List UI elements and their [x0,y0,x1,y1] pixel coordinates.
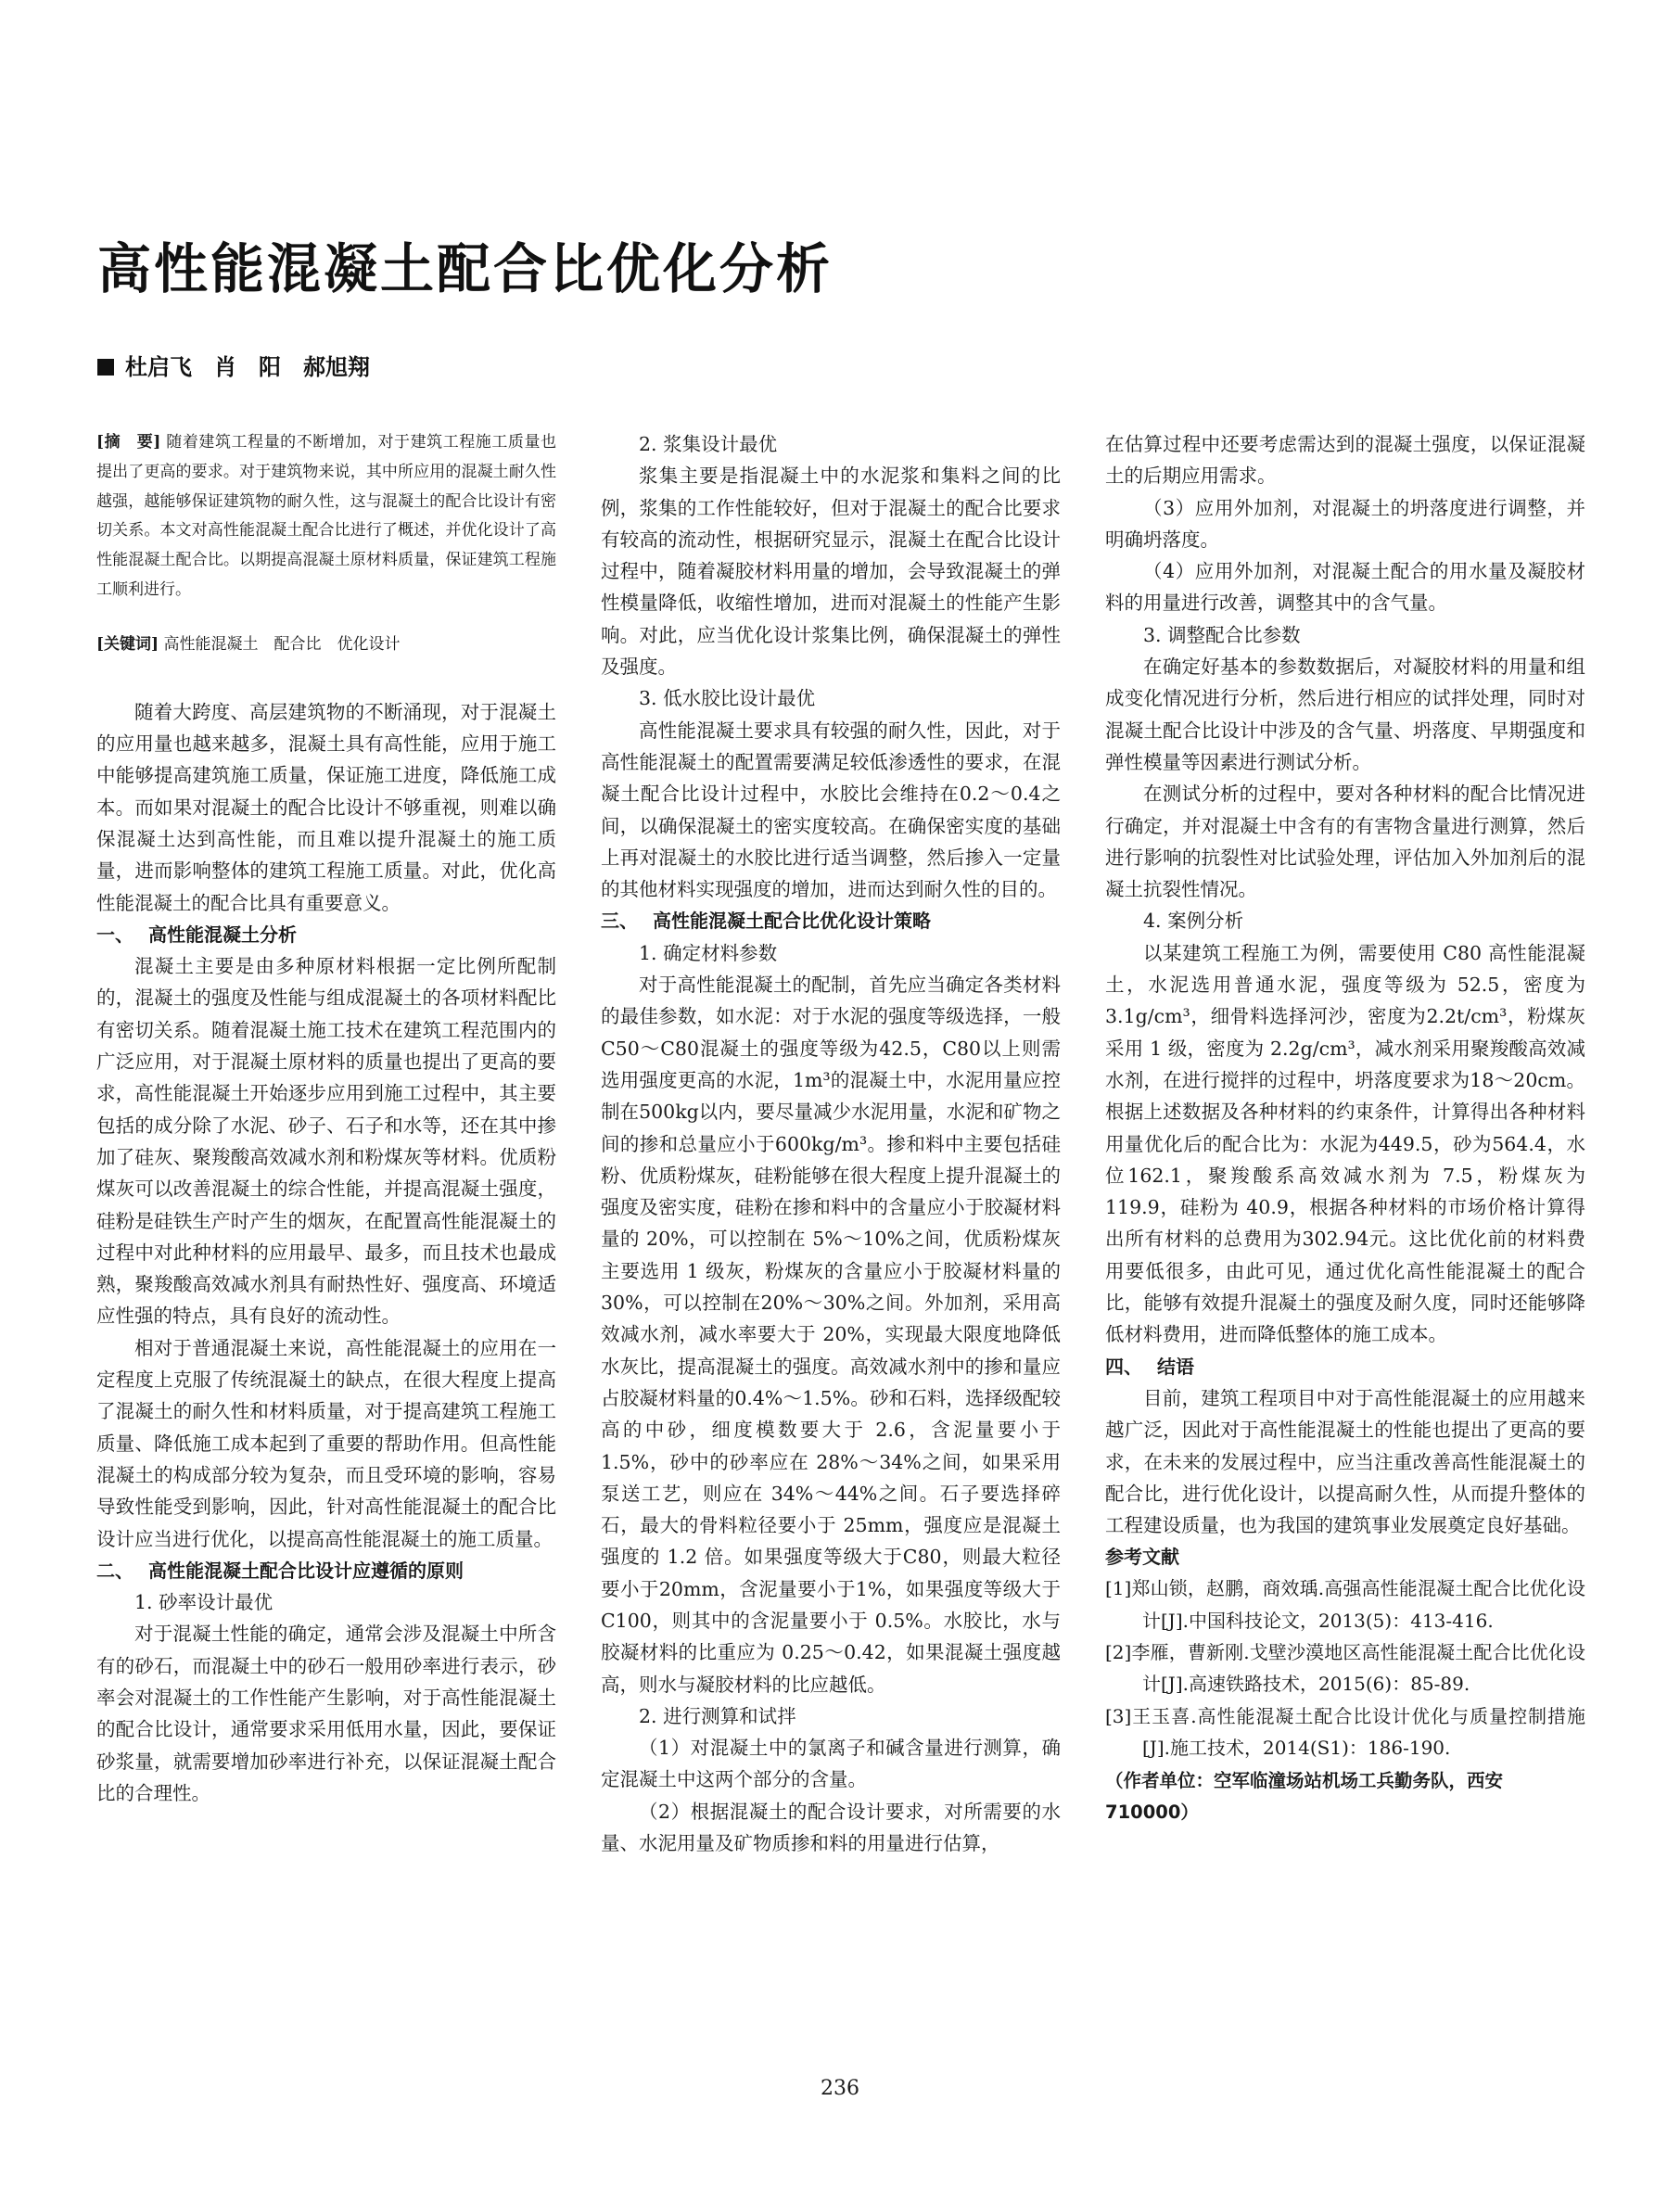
abstract [96,428,556,605]
author-affiliation: （作者单位：空军临潼场站机场工兵勤务队，西安 710000） [1105,1770,1521,1824]
reference-item: [1]郑山锁，赵鹏，商效瑀.高强高性能混凝土配合比优化设计[J].中国科技论文，2013(5)：413-416. [1105,1577,1585,1632]
paragraph: （2）根据混凝土的配合设计要求，对所需要的水量、水泥用量及矿物质掺和料的用量进行估算， [601,1800,1061,1855]
paragraph: （3）应用外加剂，对混凝土的坍落度进行调整，并明确坍落度。 [1105,496,1585,551]
page-number: 236 [821,2077,859,2100]
paragraph: 高性能混凝土要求具有较强的耐久性，因此，对于高性能混凝土的配置需要满足较低渗透性的要求，在混凝土配合比设计过程中，水胶比会维持在0.2～0.4之间，以确保混凝土的密实度较高。在确保密实度的基础上再对混凝土的水胶比进行适当调整，然后掺入一定量的其他材料实现强度的增加，进而达到耐久性的目的。 [601,719,1061,901]
reference-item: [2]李雁，曹新刚.戈壁沙漠地区高性能混凝土配合比优化设计[J].高速铁路技术，2015(6)：85-89. [1105,1640,1585,1696]
paragraph: 浆集主要是指混凝土中的水泥浆和集料之间的比例，浆集的工作性能较好，但对于混凝土的配合比要求有较高的流动性，根据研究显示，混凝土在配合比设计过程中，随着凝胶材料用量的增加，会导致混凝土的弹性模量降低，收缩性增加，进而对混凝土的性能产生影响。对此，应当优化设计浆集比例，确保混凝土的弹性及强度。 [601,465,1061,679]
paragraph: 在确定好基本的参数数据后，对凝胶材料的用量和组成变化情况进行分析，然后进行相应的试拌处理，同时对混凝土配合比设计中涉及的含气量、坍落度、早期强度和弹性模量等因素进行测试分析。 [1105,656,1585,773]
subsection-heading: 2. 进行测算和试拌 [639,1704,796,1727]
paragraph: 目前，建筑工程项目中对于高性能混凝土的应用越来越广泛，因此对于高性能混凝土的性能也提出了更高的要求，在未来的发展过程中，应当注重改善高性能混凝土的配合比，进行优化设计，以提高耐久性，从而提升整体的工程建设质量，也为我国的建筑事业发展奠定良好基础。 [1105,1386,1585,1537]
column-right [1105,428,1585,1828]
subsection-heading: 3. 调整配合比参数 [1143,623,1301,646]
paragraph: 对于混凝土性能的确定，通常会涉及混凝土中所含有的砂石，而混凝土中的砂石一般用砂率进行表示，砂率会对混凝土的工作性能产生影响，对于高性能混凝土的配合比设计，通常要求采用低用水量，因此，要保证砂浆量，就需要增加砂率进行补充，以保证混凝土配合比的合理性。 [96,1623,556,1804]
paragraph: 混凝土主要是由多种原材料根据一定比例所配制的，混凝土的强度及性能与组成混凝土的各项材料配比有密切关系。随着混凝土施工技术在建筑工程范围内的广泛应用，对于混凝土原材料的质量也提出了更高的要求，高性能混凝土开始逐步应用到施工过程中，其主要包括的成分除了水泥、砂子、石子和水等，还在其中掺加了硅灰、聚羧酸高效减水剂和粉煤灰等材料。优质粉煤灰可以改善混凝土的综合性能，并提高混凝土强度，硅粉是硅铁生产时产生的烟灰，在配置高性能混凝土的过程中对此种材料的应用最早、最多，而且技术也最成熟，聚羧酸高效减水剂具有耐热性好、强度高、环境适应性强的特点，具有良好的流动性。 [96,955,556,1328]
paragraph: 相对于普通混凝土来说，高性能混凝土的应用在一定程度上克服了传统混凝土的缺点，在很大程度上提高了混凝土的耐久性和材料质量，对于提高建筑工程施工质量、降低施工成本起到了重要的帮助作用。但高性能混凝土的构成部分较为复杂，而且受环境的影响，容易导致性能受到影响，因此，针对高性能混凝土的配合比设计应当进行优化，以提高高性能混凝土的施工质量。 [96,1336,556,1550]
paragraph-continuation: 在估算过程中还要考虑需达到的混凝土强度，以保证混凝土的后期应用需求。 [1105,433,1585,488]
keywords-text: 高性能混凝土 配合比 优化设计 [163,634,401,654]
author-names: 杜启飞 肖 阳 郝旭翔 [125,354,370,380]
section-heading-2: 二、 高性能混凝土配合比设计应遵循的原则 [96,1559,464,1582]
author-line [97,349,370,386]
subsection-heading: 4. 案例分析 [1143,910,1244,933]
column-left [96,428,556,1809]
section-heading-4: 四、 结语 [1105,1355,1194,1378]
square-bullet-icon [97,359,114,376]
subsection-heading: 1. 砂率设计最优 [134,1591,274,1614]
paragraph: 对于高性能混凝土的配制，首先应当确定各类材料的最佳参数，如水泥：对于水泥的强度等级选择，一般C50～C80混凝土的强度等级为42.5，C80以上则需选用强度更高的水泥，1m³的混凝土中，水泥用量应控制在500kg以内，要尽量减少水泥用量，水泥和矿物之间的掺和总量应小于600kg/m³。掺和料中主要包括硅粉、优质粉煤灰，硅粉能够在很大程度上提升混凝土的强度及密实度，硅粉在掺和料中的含量应小于胶凝材料量的 20%，可以控制在 5%～10%之间，优质粉煤灰主要选用 1 级灰，粉煤灰的含量应小于胶凝材料量的 30%，可以控制在20%～30%之间。外加剂，采用高效减水剂，减水率要大于 20%，实现最大限度地降低水灰比，提高混凝土的强度。高效减水剂中的掺和量应占胶凝材料量的0.4%～1.5%。砂和石料，选择级配较高的中砂，细度模数要大于 2.6，含泥量要小于 1.5%，砂中的砂率应在 28%～34%之间，如果采用泵送工艺，则应在 34%～44%之间。石子要选择碎石，最大的骨料粒径要小于 25mm，强度应是混凝土强度的 1.2 倍。如果强度等级大于C80，则最大粒径要小于20mm，含泥量要小于1%，如果强度等级大于C100，则其中的含泥量要小于 0.5%。水胶比，水与胶凝材料的比重应为 0.25～0.42，如果混凝土强度越高，则水与凝胶材料的比应越低。 [601,974,1061,1696]
keywords-label: [关键词] [96,634,159,654]
column-middle [601,428,1061,1859]
paragraph: （1）对混凝土中的氯离子和碱含量进行测算，确定混凝土中这两个部分的含量。 [601,1737,1061,1791]
paragraph: 在测试分析的过程中，要对各种材料的配合比情况进行确定，并对混凝土中含有的有害物含量进行测算，然后进行影响的抗裂性对比试验处理，评估加入外加剂后的混凝土抗裂性情况。 [1105,783,1585,901]
abstract-label: [摘 要] [96,433,161,452]
subsection-heading: 2. 浆集设计最优 [639,433,778,455]
references-heading: 参考文献 [1105,1546,1179,1569]
abstract-text: 随着建筑工程量的不断增加，对于建筑工程施工质量也提出了更高的要求。对于建筑物来说，其中所应用的混凝土耐久性越强，越能够保证建筑物的耐久性，这与混凝土的配合比设计有密切关系。本文对高性能混凝土配合比进行了概述，并优化设计了高性能混凝土配合比。以期提高混凝土原材料质量，保证建筑工程施工顺利进行。 [96,433,557,599]
section-heading-1: 一、 高性能混凝土分析 [96,923,297,946]
subsection-heading: 1. 确定材料参数 [639,941,778,964]
intro-paragraph: 随着大跨度、高层建筑物的不断涌现，对于混凝土的应用量也越来越多，混凝土具有高性能，应用于施工中能够提高建筑施工质量，保证施工进度，降低施工成本。而如果对混凝土的配合比设计不够重视，则难以确保混凝土达到高性能，而且难以提升混凝土的施工质量，进而影响整体的建筑工程施工质量。对此，优化高性能混凝土的配合比具有重要意义。 [96,700,556,914]
article-title: 高性能混凝土配合比优化分析 [97,237,834,300]
section-heading-3: 三、 高性能混凝土配合比优化设计策略 [601,910,931,933]
reference-item: [3]王玉喜.高性能混凝土配合比设计优化与质量控制措施[J].施工技术，2014(S1)：186-190. [1105,1704,1585,1759]
subsection-heading: 3. 低水胶比设计最优 [639,687,816,710]
keywords [96,630,556,659]
paragraph: 以某建筑工程施工为例，需要使用 C80 高性能混凝土，水泥选用普通水泥，强度等级为 52.5，密度为3.1g/cm³，细骨料选择河沙，密度为2.2t/cm³，粉煤灰采用 1 级，密度为 2.2g/cm³，减水剂采用聚羧酸高效减水剂，在进行搅拌的过程中，坍落度要求为18～20cm。根据上述数据及各种材料的约束条件，计算得出各种材料用量优化后的配合比为：水泥为449.5，砂为564.4，水位162.1，聚羧酸系高效减水剂为 7.5，粉煤灰为 119.9，硅粉为 40.9，根据各种材料的市场价格计算得出所有材料的总费用为302.94元。这比优化前的材料费用要低很多，由此可见，通过优化高性能混凝土的配合比，能够有效提升混凝土的强度及耐久度，同时还能够降低材料费用，进而降低整体的施工成本。 [1105,941,1585,1346]
paragraph: （4）应用外加剂，对混凝土配合的用水量及凝胶材料的用量进行改善，调整其中的含气量。 [1105,560,1585,615]
